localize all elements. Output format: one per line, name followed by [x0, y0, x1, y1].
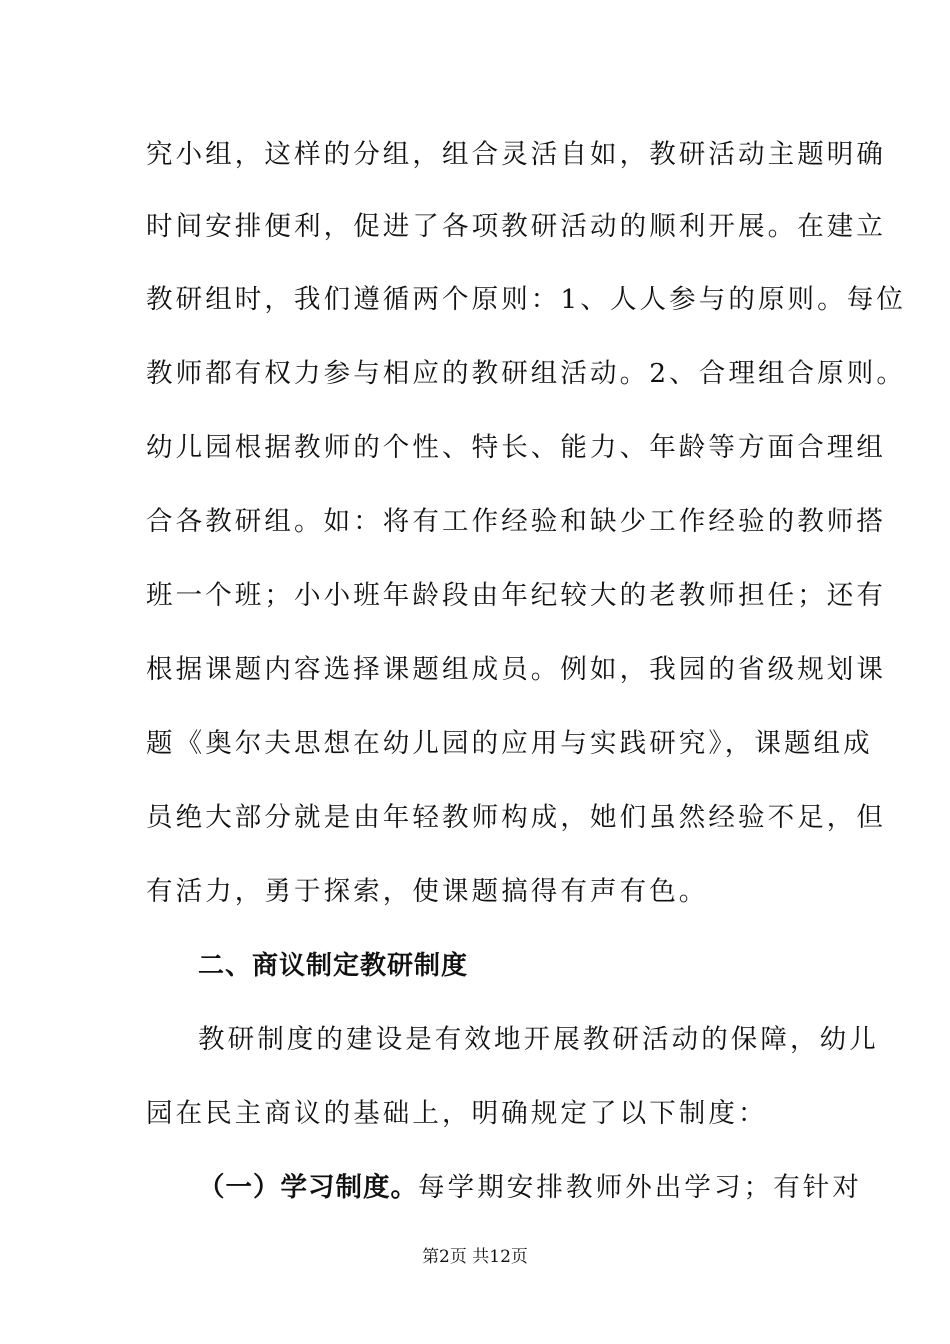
body-text-line: 教师都有权力参与相应的教研组活动。2、合理组合原则。	[146, 358, 906, 389]
body-text-line: 教研制度的建设是有效地开展教研活动的保障，幼儿	[198, 1024, 879, 1055]
body-text-line: 幼儿园根据教师的个性、特长、能力、年龄等方面合理组	[146, 432, 886, 463]
body-text-line: 究小组，这样的分组，组合灵活自如，教研活动主题明确	[146, 139, 886, 170]
body-text-line: 时间安排便利，促进了各项教研活动的顺利开展。在建立	[146, 211, 886, 242]
subsection-line	[198, 1171, 862, 1205]
body-text-line: 题《奥尔夫思想在幼儿园的应用与实践研究》，课题组成	[146, 728, 873, 759]
section-heading: 二、商议制定教研制度	[198, 951, 469, 981]
subsection-label: （一）学习制度。	[198, 1172, 418, 1203]
body-text-line: 合各教研组。如：将有工作经验和缺少工作经验的教师搭	[146, 506, 886, 537]
subsection-text: 每学期安排教师外出学习；有针对	[418, 1172, 862, 1203]
body-text-line: 根据课题内容选择课题组成员。例如，我园的省级规划课	[146, 654, 886, 685]
body-text-line: 园在民主商议的基础上，明确规定了以下制度：	[146, 1098, 768, 1129]
body-text-line: 教研组时，我们遵循两个原则：1、人人参与的原则。每位	[146, 284, 906, 315]
body-text-line: 员绝大部分就是由年轻教师构成，她们虽然经验不足，但	[146, 802, 886, 833]
body-text-line: 班一个班；小小班年龄段由年纪较大的老教师担任；还有	[146, 580, 886, 611]
body-text-line: 有活力，勇于探索，使课题搞得有声有色。	[146, 876, 709, 907]
page-number-footer: 第2页 共12页	[422, 1247, 528, 1267]
